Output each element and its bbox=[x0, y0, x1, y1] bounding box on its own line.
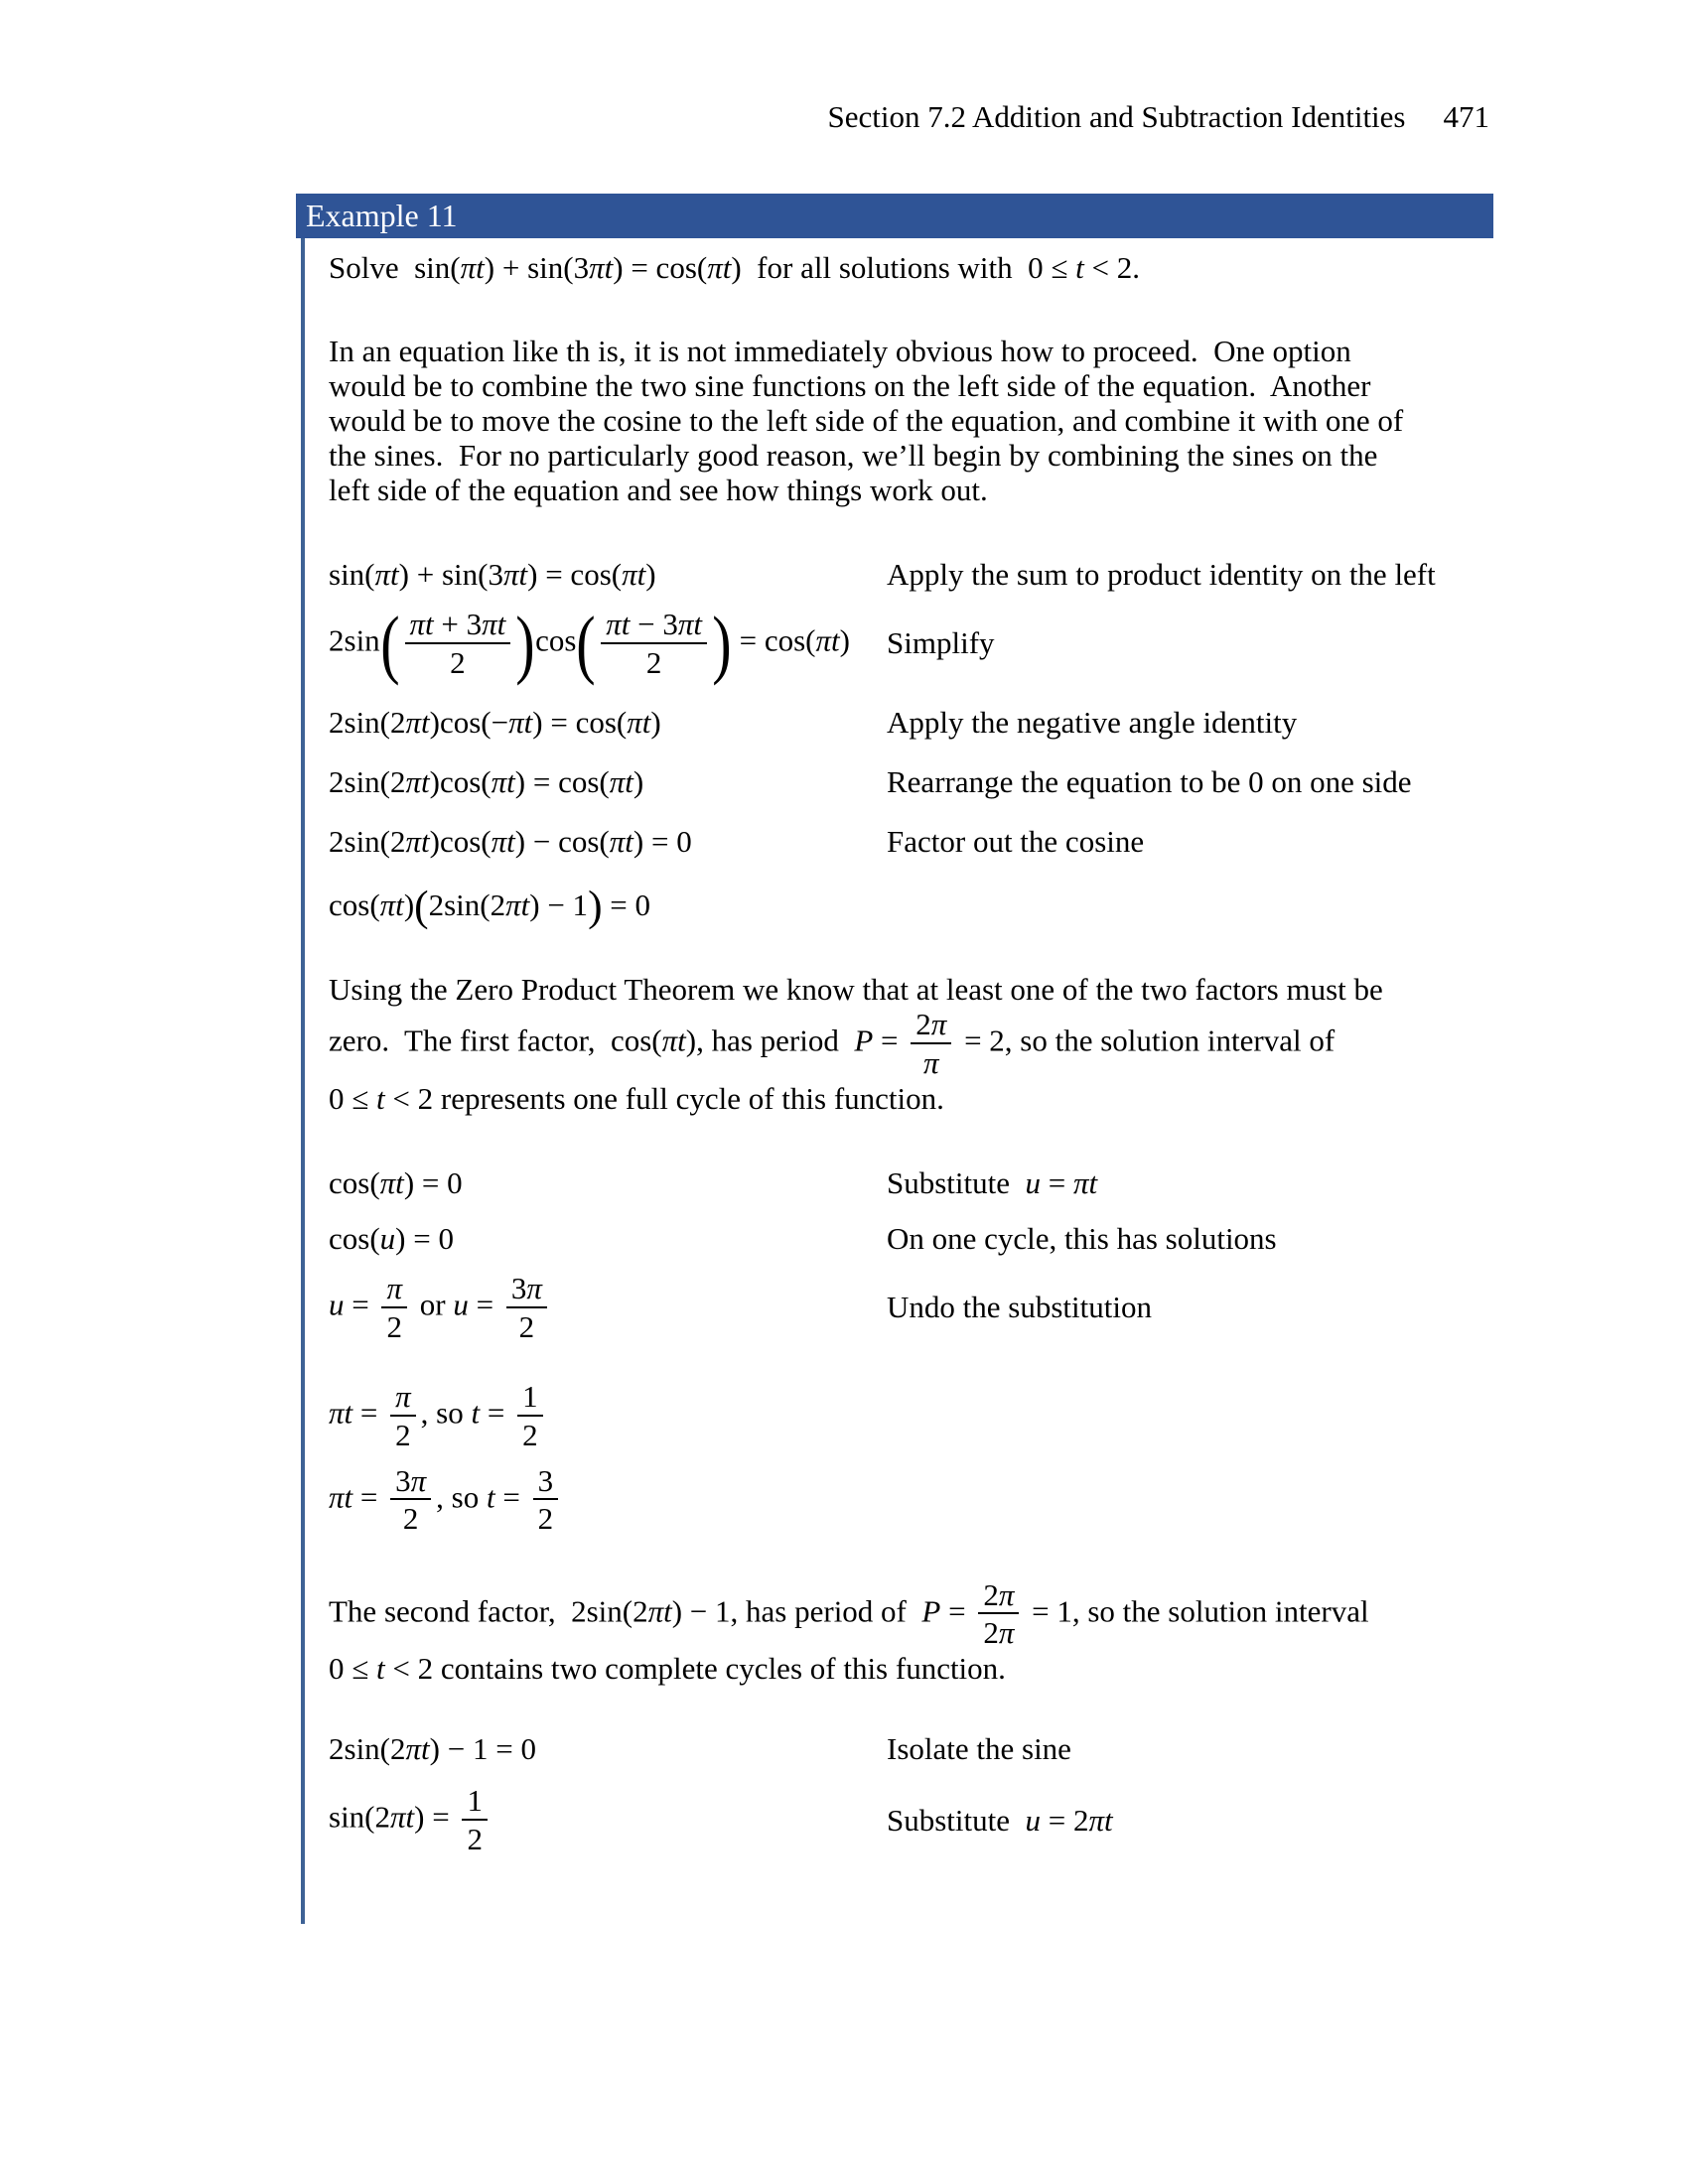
fraction-denominator bbox=[405, 642, 511, 681]
equation bbox=[329, 1783, 887, 1857]
math-token: ) bbox=[633, 763, 644, 799]
equation bbox=[329, 705, 887, 741]
math-token: π bbox=[998, 1576, 1015, 1612]
fraction-numerator bbox=[405, 607, 511, 642]
math-token: u bbox=[379, 1221, 396, 1257]
math-token: ) = 0 bbox=[403, 1165, 463, 1201]
equation-row bbox=[329, 1271, 1492, 1345]
math-token: 3 bbox=[537, 1462, 554, 1498]
paragraph-line bbox=[329, 1651, 1492, 1686]
math-token: = bbox=[940, 1593, 974, 1629]
equation bbox=[329, 764, 887, 800]
math-token: πt bbox=[329, 1479, 353, 1515]
math-token: )cos( bbox=[429, 763, 492, 799]
paragraph-line: the sines. For no particularly good reason, we’ll begin by combining the sines on the bbox=[329, 438, 1378, 473]
equation-row bbox=[329, 882, 1492, 930]
equation bbox=[329, 557, 887, 593]
fraction bbox=[381, 1271, 407, 1345]
math-token: t bbox=[376, 1651, 385, 1687]
math-token: Apply the negative angle identity bbox=[887, 704, 1298, 740]
math-token: , so bbox=[420, 1395, 472, 1431]
math-token: 3 bbox=[510, 1271, 527, 1306]
equation bbox=[329, 1165, 887, 1201]
equation bbox=[329, 882, 887, 930]
math-token: = 2 bbox=[1041, 1802, 1089, 1838]
fraction-denominator bbox=[601, 642, 707, 681]
math-token: or bbox=[412, 1287, 454, 1322]
example-body bbox=[301, 238, 1492, 1924]
page-number: 471 bbox=[1443, 99, 1489, 134]
fraction-numerator bbox=[390, 1463, 431, 1499]
math-token: 2 bbox=[386, 1308, 402, 1344]
math-token: u bbox=[1025, 1802, 1042, 1838]
fraction bbox=[978, 1577, 1019, 1652]
math-token: 3 bbox=[395, 1462, 411, 1498]
math-token: πt bbox=[1073, 1165, 1098, 1201]
fraction-denominator bbox=[390, 1498, 431, 1537]
math-token: cos( bbox=[329, 1221, 380, 1257]
math-token: ), has period bbox=[685, 1023, 855, 1058]
mid-parenthesis: ) bbox=[588, 882, 603, 930]
paragraph-line bbox=[329, 1081, 1492, 1116]
math-token: πt bbox=[502, 557, 528, 592]
math-token: 2sin(2 bbox=[428, 887, 506, 922]
math-token: ) + sin( bbox=[484, 250, 574, 285]
section-title: Section 7.2 Addition and Subtraction Identities bbox=[827, 99, 1406, 134]
math-token: πt bbox=[815, 622, 840, 658]
math-token: Substitute bbox=[887, 1165, 1026, 1201]
math-token: πt bbox=[390, 1799, 415, 1835]
math-token: Undo the substitution bbox=[887, 1290, 1152, 1325]
math-token: P bbox=[854, 1023, 874, 1058]
math-token: Solve sin( bbox=[329, 250, 461, 285]
math-token: )cos(− bbox=[429, 704, 509, 740]
math-token: Factor out the cosine bbox=[887, 823, 1145, 859]
fraction bbox=[405, 607, 511, 681]
math-token: πt bbox=[622, 557, 646, 592]
math-token: The second factor, 2sin(2 bbox=[329, 1593, 648, 1629]
math-token: ) = cos( bbox=[613, 250, 708, 285]
equation-row bbox=[329, 1165, 1492, 1201]
math-token: ) − 1, has period of bbox=[671, 1593, 922, 1629]
math-token: ) − cos( bbox=[514, 823, 610, 859]
math-token: = 0 bbox=[602, 887, 650, 922]
zero-product-paragraph bbox=[329, 972, 1492, 1116]
math-token: πt bbox=[405, 763, 430, 799]
math-token: πt bbox=[677, 607, 703, 641]
math-token: 2 bbox=[395, 1417, 411, 1452]
math-token: πt bbox=[379, 1165, 404, 1201]
fraction bbox=[390, 1379, 416, 1453]
math-token: + 3 bbox=[433, 607, 483, 641]
equation bbox=[329, 1731, 887, 1767]
math-token: πt bbox=[405, 704, 430, 740]
fraction-denominator bbox=[381, 1306, 407, 1345]
fraction-numerator bbox=[390, 1379, 416, 1415]
fraction-numerator bbox=[517, 1379, 543, 1415]
math-token: 2sin(2 bbox=[329, 823, 406, 859]
math-token: 0 ≤ bbox=[329, 1651, 377, 1687]
math-token: 2 bbox=[522, 1417, 538, 1452]
math-token: ) bbox=[403, 887, 415, 922]
math-token: 2 bbox=[467, 1822, 483, 1857]
math-token: ) = 0 bbox=[395, 1221, 454, 1257]
math-token: = bbox=[494, 1479, 528, 1515]
math-token: 1 bbox=[522, 1378, 538, 1414]
annotation bbox=[887, 1165, 1492, 1201]
solution-row bbox=[329, 1379, 1492, 1453]
paragraph-line bbox=[329, 1577, 1492, 1652]
annotation bbox=[887, 1221, 1492, 1257]
math-token: πt bbox=[661, 1023, 686, 1058]
equation-row bbox=[329, 824, 1492, 860]
equation-row bbox=[329, 1221, 1492, 1257]
math-token: πt bbox=[707, 250, 732, 285]
fraction-numerator bbox=[911, 1007, 951, 1042]
page-header bbox=[0, 99, 1489, 135]
math-token: sin(2 bbox=[329, 1799, 390, 1835]
equation bbox=[329, 1463, 887, 1538]
math-token: π bbox=[386, 1271, 403, 1306]
math-token: πt bbox=[379, 887, 404, 922]
math-token: πt bbox=[508, 704, 533, 740]
math-token: , so bbox=[436, 1479, 487, 1515]
paragraph-line: Using the Zero Product Theorem we know that at least one of the two factors must be bbox=[329, 972, 1383, 1008]
math-token: 2sin bbox=[329, 622, 380, 658]
math-token: ) − 1 bbox=[529, 887, 589, 922]
math-token: 2 bbox=[537, 1501, 554, 1537]
second-factor-paragraph bbox=[329, 1577, 1492, 1687]
math-token: 1 bbox=[467, 1783, 483, 1819]
math-token: 2 bbox=[915, 1007, 931, 1042]
math-token: cos( bbox=[329, 887, 380, 922]
math-token: Simplify bbox=[887, 625, 995, 661]
fraction-numerator bbox=[533, 1463, 559, 1499]
math-token: ) bbox=[645, 557, 656, 592]
math-token: ) for all solutions with 0 ≤ bbox=[731, 250, 1076, 285]
example-banner-label: Example 11 bbox=[306, 198, 458, 233]
math-token: = bbox=[1041, 1165, 1073, 1201]
fraction-denominator bbox=[533, 1498, 559, 1537]
annotation bbox=[887, 1731, 1492, 1767]
math-token: cos bbox=[535, 622, 577, 658]
math-token: 2sin(2 bbox=[329, 1731, 406, 1767]
math-token: = bbox=[480, 1395, 513, 1431]
equation bbox=[329, 1221, 887, 1257]
math-token: 2 bbox=[983, 1576, 999, 1612]
math-token: πt bbox=[491, 823, 515, 859]
math-token: πt bbox=[606, 607, 631, 641]
math-token: 3 bbox=[573, 250, 590, 285]
fraction-denominator bbox=[506, 1306, 547, 1345]
math-token: ) − 1 = 0 bbox=[429, 1731, 536, 1767]
math-token: = cos( bbox=[731, 622, 816, 658]
annotation bbox=[887, 705, 1492, 741]
fraction-denominator bbox=[978, 1612, 1019, 1651]
paragraph-line: would be to combine the two sine functions on the left side of the equation. Another bbox=[329, 368, 1371, 403]
intro-paragraph bbox=[329, 334, 1492, 507]
math-token: < 2. bbox=[1083, 250, 1141, 285]
equation-row bbox=[329, 1783, 1492, 1857]
fraction-denominator bbox=[911, 1042, 951, 1081]
annotation bbox=[887, 625, 1492, 661]
math-token: )cos( bbox=[429, 823, 492, 859]
annotation bbox=[887, 1803, 1492, 1839]
math-token: = bbox=[344, 1287, 377, 1322]
math-token: Apply the sum to product identity on the left bbox=[887, 557, 1436, 592]
math-token: ) = cos( bbox=[514, 763, 610, 799]
math-token: 2 bbox=[450, 644, 466, 680]
paragraph-line: left side of the equation and see how things work out. bbox=[329, 473, 988, 507]
math-token: πt bbox=[460, 250, 485, 285]
math-token: ) bbox=[839, 622, 850, 658]
math-token: ) + sin(3 bbox=[398, 557, 503, 592]
math-token: On one cycle, this has solutions bbox=[887, 1221, 1277, 1257]
math-token: Isolate the sine bbox=[887, 1731, 1071, 1767]
math-token: zero. The first factor, cos( bbox=[329, 1023, 662, 1058]
fraction-numerator bbox=[381, 1271, 407, 1306]
math-token: u bbox=[329, 1287, 345, 1322]
math-token: ) = cos( bbox=[527, 557, 623, 592]
math-token: = bbox=[873, 1023, 907, 1058]
math-token: = bbox=[352, 1479, 386, 1515]
equation bbox=[329, 600, 887, 686]
math-token: πt bbox=[409, 607, 434, 641]
math-token: 2 bbox=[402, 1501, 419, 1537]
math-token: = 2, so the solution interval of bbox=[956, 1023, 1336, 1058]
math-token: 2 bbox=[983, 1615, 999, 1651]
math-token: − 3 bbox=[630, 607, 678, 641]
fraction-denominator bbox=[390, 1415, 416, 1453]
math-token: ) bbox=[650, 704, 661, 740]
annotation bbox=[887, 824, 1492, 860]
fraction-numerator bbox=[978, 1577, 1019, 1613]
equation bbox=[329, 1271, 887, 1345]
fraction bbox=[517, 1379, 543, 1453]
math-token: P bbox=[921, 1593, 941, 1629]
math-token: πt bbox=[491, 763, 515, 799]
math-token: πt bbox=[482, 607, 506, 641]
math-token: cos( bbox=[329, 1165, 380, 1201]
fraction-numerator bbox=[601, 607, 707, 642]
math-token: πt bbox=[1088, 1802, 1113, 1838]
fraction bbox=[601, 607, 707, 681]
math-token: πt bbox=[627, 704, 651, 740]
annotation bbox=[887, 557, 1492, 593]
math-token: 0 ≤ bbox=[329, 1081, 377, 1117]
math-token: πt bbox=[589, 250, 614, 285]
math-token: π bbox=[410, 1462, 427, 1498]
math-token: π bbox=[998, 1615, 1015, 1651]
math-token: 2sin(2 bbox=[329, 704, 406, 740]
math-token: = bbox=[352, 1395, 386, 1431]
math-token: u bbox=[453, 1287, 469, 1322]
math-token: = 1, so the solution interval bbox=[1024, 1593, 1369, 1629]
fraction bbox=[462, 1783, 488, 1857]
solution-row bbox=[329, 1463, 1492, 1538]
fraction bbox=[506, 1271, 547, 1345]
math-token: Rearrange the equation to be 0 on one side bbox=[887, 763, 1412, 799]
math-token: t bbox=[487, 1479, 495, 1515]
big-parenthesis: ) bbox=[712, 600, 732, 686]
math-token: π bbox=[526, 1271, 542, 1306]
math-token: t bbox=[471, 1395, 481, 1431]
fraction-denominator bbox=[462, 1819, 488, 1857]
math-token: πt bbox=[374, 557, 399, 592]
math-token: π bbox=[930, 1007, 947, 1042]
big-parenthesis: ( bbox=[379, 600, 400, 686]
paragraph-line bbox=[329, 1007, 1492, 1081]
math-token: 2sin(2 bbox=[329, 763, 406, 799]
math-token: πt bbox=[609, 823, 633, 859]
math-token: < 2 contains two complete cycles of this function. bbox=[384, 1651, 1006, 1687]
paragraph-line: In an equation like th is, it is not immediately obvious how to proceed. One option bbox=[329, 334, 1351, 368]
equation-row bbox=[329, 600, 1492, 686]
fraction bbox=[911, 1007, 951, 1081]
math-token: < 2 represents one full cycle of this function. bbox=[384, 1081, 944, 1117]
math-token: πt bbox=[329, 1395, 353, 1431]
math-token: πt bbox=[505, 887, 530, 922]
math-token: ) = 0 bbox=[633, 823, 692, 859]
math-token: 2 bbox=[645, 644, 662, 680]
math-token: π bbox=[395, 1378, 411, 1414]
fraction bbox=[390, 1463, 431, 1538]
fraction-numerator bbox=[506, 1271, 547, 1306]
fraction-denominator bbox=[517, 1415, 543, 1453]
equation bbox=[329, 1379, 887, 1453]
math-token: Substitute bbox=[887, 1802, 1026, 1838]
math-token: ) = bbox=[414, 1799, 458, 1835]
problem-statement bbox=[329, 250, 1492, 286]
math-token: = bbox=[468, 1287, 501, 1322]
equation-row bbox=[329, 764, 1492, 800]
equation-row bbox=[329, 1731, 1492, 1767]
math-token: 2 bbox=[518, 1308, 535, 1344]
math-token: πt bbox=[405, 1731, 430, 1767]
example-banner bbox=[296, 194, 1493, 238]
equation bbox=[329, 824, 887, 860]
math-token: ) = cos( bbox=[532, 704, 628, 740]
math-token: πt bbox=[609, 763, 633, 799]
math-token: u bbox=[1025, 1165, 1042, 1201]
paragraph-line: would be to move the cosine to the left side of the equation, and combine it with one of bbox=[329, 403, 1404, 438]
annotation bbox=[887, 764, 1492, 800]
equation-row bbox=[329, 557, 1492, 593]
math-token: sin( bbox=[329, 557, 375, 592]
math-token: πt bbox=[647, 1593, 672, 1629]
annotation bbox=[887, 1290, 1492, 1325]
math-token: π bbox=[923, 1044, 939, 1080]
fraction bbox=[533, 1463, 559, 1538]
math-token: πt bbox=[405, 823, 430, 859]
math-token: t bbox=[376, 1081, 385, 1117]
big-parenthesis: ) bbox=[515, 600, 535, 686]
mid-parenthesis: ( bbox=[414, 882, 429, 930]
equation-row bbox=[329, 705, 1492, 741]
big-parenthesis: ( bbox=[576, 600, 597, 686]
math-token: t bbox=[1075, 250, 1084, 285]
fraction-numerator bbox=[462, 1783, 488, 1819]
